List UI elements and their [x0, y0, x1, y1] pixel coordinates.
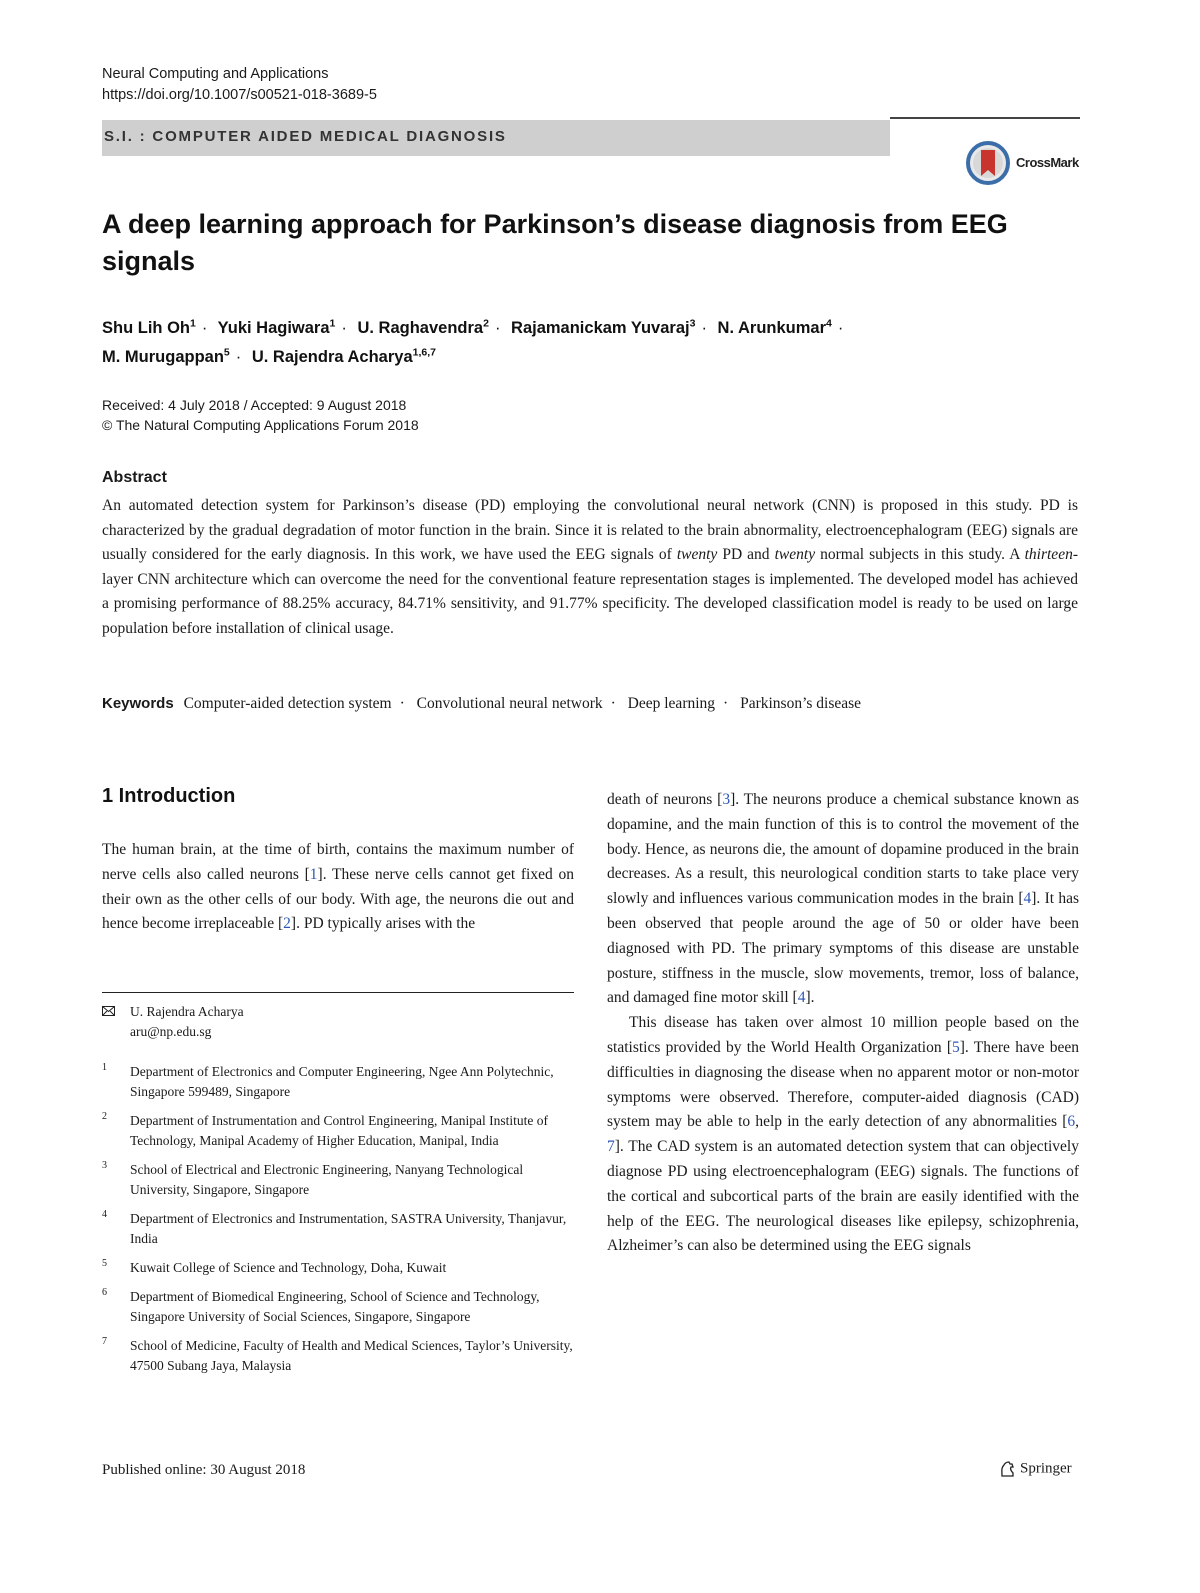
publisher-logo	[998, 1460, 1072, 1478]
keyword-separator: ·	[610, 695, 616, 712]
author[interactable]: Yuki Hagiwara$^1$	[217, 317, 336, 337]
intro-paragraph: death of neurons [3]. The neurons produce a chemical substance known as dopamine, and the main function of this is to control the movement of the body. Hence, as neurons die, the amount of dopamine produced in the brain decreases. As a result, this neurological condition starts to take place very slowly and influences various communication modes in the brain [4]. It has been observed that people around the age of 50 or older have been diagnosed with PD. The primary symptoms of this disease are unstable posture, stiffness in the muscle, slow movements, tremor, loss of balance, and damaged fine motor skill [4].	[607, 791, 1080, 1007]
contact-name: U. Rajendra Acharya	[130, 1004, 244, 1019]
affiliation-item: 3 School of Electrical and Electronic Engineering, Nanyang Technological University, Singapore, Singapore	[102, 1160, 524, 1197]
copyright: © The Natural Computing Applications Forum 2018	[102, 417, 419, 433]
keywords-label: Keywords	[102, 695, 174, 712]
section-banner	[102, 120, 890, 156]
publication-dates	[102, 395, 419, 435]
section-rule	[890, 117, 1080, 119]
keyword[interactable]: Deep learning	[627, 695, 716, 712]
keyword-separator: ·	[399, 695, 405, 712]
author[interactable]: U. Rajendra Acharya$^{1,6,7}$	[251, 346, 436, 366]
envelope-icon	[102, 1006, 115, 1016]
contact-email[interactable]: aru@np.edu.sg	[130, 1024, 212, 1039]
author[interactable]: N. Arunkumar$^4$	[717, 317, 832, 337]
section-heading-introduction: 1 Introduction	[102, 785, 236, 807]
abstract-text: An automated detection system for Parkinson’s disease (PD) employing the convolutional neural network (CNN) is proposed in this study. PD is characterized by the gradual degradation of motor function in the brain. Since it is related to the brain abnormality, electroencephalogram (EEG) signals are usually considered for the early diagnosis. In this work, we have used the EEG signals of twenty PD and twenty normal subjects in this study. A thirteen-layer CNN architecture which can overcome the need for the conventional feature representation stages is implemented. The developed model has achieved a promising performance of 88.25% accuracy, 84.71% sensitivity, and 91.77% specificity. The developed classification model is ready to be used on large population before installation of clinical usage.	[102, 497, 1078, 637]
intro-paragraph: The human brain, at the time of birth, contains the maximum number of nerve cells also called neurons [1]. These nerve cells cannot get fixed on their own as the other cells of our body. With age, the neurons die out and hence become irreplaceable [2]. PD typically arises with the	[102, 841, 574, 933]
author-separator: ·	[701, 318, 707, 337]
intro-right-column	[607, 788, 1079, 1259]
affiliation-item: 5 Kuwait College of Science and Technology, Doha, Kuwait	[102, 1258, 447, 1275]
paper-title: A deep learning approach for Parkinson’s disease diagnosis from EEG signals	[102, 209, 1008, 276]
author-list	[102, 311, 1082, 370]
author-separator: ·	[235, 348, 242, 366]
springer-horse-icon	[998, 1460, 1016, 1478]
citation-link[interactable]: 5	[952, 1038, 960, 1056]
section-label: S.I. : COMPUTER AIDED MEDICAL DIAGNOSIS	[104, 128, 507, 145]
affiliation-item: 7 School of Medicine, Faculty of Health and Medical Sciences, Taylor’s University, 47500 Subang Jaya, Malaysia	[102, 1336, 573, 1373]
author[interactable]: Rajamanickam Yuvaraj$^3$	[511, 317, 696, 337]
crossmark-label: CrossMark	[1016, 155, 1079, 170]
crossmark-icon	[966, 141, 1010, 185]
citation-link[interactable]: 3	[722, 791, 731, 808]
citation-link[interactable]: 2	[283, 915, 291, 933]
citation-link[interactable]: 7	[607, 1138, 615, 1156]
author[interactable]: Shu Lih Oh$^1$	[102, 317, 196, 337]
received-accepted: Received: 4 July 2018 / Accepted: 9 August 2018	[102, 397, 407, 413]
author-separator: ·	[494, 318, 501, 337]
corresponding-author	[102, 1002, 574, 1046]
doi-link[interactable]: https://doi.org/10.1007/s00521-018-3689-5	[102, 87, 377, 103]
author[interactable]: M. Murugappan$^5$	[102, 346, 230, 366]
keyword[interactable]: Parkinson’s disease	[740, 695, 862, 712]
journal-name: Neural Computing and Applications	[102, 66, 329, 82]
keyword[interactable]: Convolutional neural network	[416, 695, 603, 712]
abstract-heading: Abstract	[102, 469, 167, 486]
keyword[interactable]: Computer-aided detection system	[183, 695, 392, 712]
affiliation-item: 2 Department of Instrumentation and Control Engineering, Manipal Institute of Technology, Manipal Academy of Higher Education, Manipal, India	[102, 1111, 549, 1148]
citation-link[interactable]: 6	[1067, 1113, 1076, 1131]
keyword-separator: ·	[723, 695, 729, 712]
citation-link[interactable]: 1	[309, 865, 318, 883]
author-separator: ·	[201, 318, 208, 337]
author-separator: ·	[341, 318, 347, 337]
citation-link[interactable]: 4	[797, 989, 806, 1007]
affiliation-item: 4 Department of Electronics and Instrumentation, SASTRA University, Thanjavur, India	[102, 1209, 567, 1246]
affiliations	[102, 1062, 574, 1385]
author-separator: ·	[837, 318, 844, 337]
journal-header	[102, 64, 377, 106]
keywords	[102, 692, 1078, 716]
footnote-rule	[102, 992, 574, 993]
intro-left-column	[102, 838, 574, 937]
affiliation-item: 6 Department of Biomedical Engineering, School of Science and Technology, Singapore University of Social Sciences, Singapore, Singapore	[102, 1287, 540, 1324]
published-online: Published online: 30 August 2018	[102, 1462, 306, 1478]
citation-link[interactable]: 4	[1023, 890, 1032, 908]
publisher-name: Springer	[1020, 1460, 1072, 1477]
intro-paragraph: This disease has taken over almost 10 million people based on the statistics provided by the World Health Organization [5]. There have been difficulties in diagnosing the disease when no apparent motor or non-motor symptoms were observed. Therefore, computer-aided diagnosis (CAD) system may be able to help in the early detection of any abnormalities [6, 7]. The CAD system is an automated detection system that can objectively diagnose PD using electroencephalogram (EEG) signals. The functions of the cortical and subcortical parts of the brain are easily identified with the help of the EEG. The neurological diseases like epilepsy, schizophrenia, Alzheimer’s can also be determined using the EEG signals	[607, 1014, 1079, 1255]
crossmark-badge[interactable]	[966, 141, 1084, 185]
affiliation-item: 1 Department of Electronics and Computer Engineering, Ngee Ann Polytechnic, Singapore 599489, Singapore	[102, 1062, 554, 1099]
author[interactable]: U. Raghavendra$^2$	[357, 317, 489, 337]
